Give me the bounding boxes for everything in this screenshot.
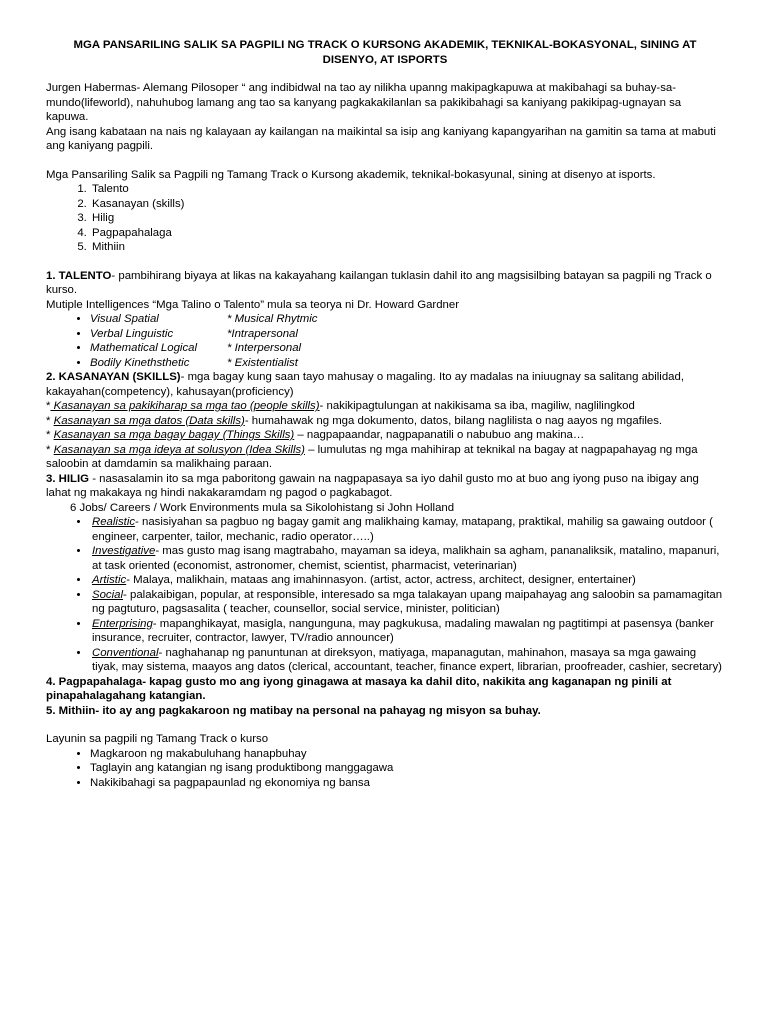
- type-name: Artistic: [92, 574, 127, 586]
- holland-types-list: [46, 515, 724, 675]
- intelligence-name: Verbal Linguistic: [90, 327, 174, 340]
- talento-text: - pambihirang biyaya at likas na kakayahang kailangan tuklasin dahil ito ang magsisilbing batayan sa pagpili ng Track o kurso.: [46, 269, 712, 296]
- list-item: • Taglayin ang katangian ng isang produktibong manggagawa: [90, 761, 724, 776]
- intelligence-name: * Interpersonal: [227, 342, 302, 354]
- bullet-star: *: [46, 443, 54, 456]
- mithiin-section: 5. Mithiin- ito ay ang pagkakaroon ng matibay na personal na pahayag ng misyon sa buhay.: [46, 704, 541, 717]
- skill-desc: - nakikipagtulungan at nakikisama sa iba, magiliw, naglilingkod: [319, 400, 635, 412]
- type-name: Conventional: [92, 646, 159, 659]
- skill-people: [46, 399, 724, 414]
- intelligences-list: [46, 312, 724, 370]
- factors-list: [46, 182, 724, 255]
- layunin-list: [46, 747, 724, 791]
- skill-desc: – nagpapaandar, nagpapanatili o nabubuo ang makina…: [294, 429, 585, 441]
- skill-name: Kasanayan sa pakikiharap sa mga tao (people skills): [50, 400, 320, 412]
- list-item: [90, 544, 724, 573]
- list-item: [90, 646, 724, 675]
- bullet-star: *: [46, 414, 54, 427]
- bullet-star: *: [46, 400, 51, 412]
- intro-paragraph-habermas: Jurgen Habermas- Alemang Pilosoper “ ang indibidwal na tao ay nilikha upanng makipagkapuwa at makibahagi sa buhay-sa-mundo(lifeworld), nahuhubog lamang ang tao sa kanyang pagkakakilanlan sa pakikibahagi sa kaniyang pakikipag-ugnayan sa kapuwa.: [46, 82, 682, 123]
- list-item: • Nakikibahagi sa pagpapaunlad ng ekonomiya ng bansa: [90, 776, 724, 791]
- skill-name: Kasanayan sa mga bagay bagay (Things Skills): [53, 429, 295, 441]
- skill-data: [46, 414, 724, 429]
- intelligence-name: * Musical Rhytmic: [227, 313, 318, 325]
- type-name: Enterprising: [92, 617, 153, 630]
- list-item: 5. Mithiin: [90, 240, 724, 255]
- type-desc: - palakaibigan, popular, at responsible, interesado sa mga talakayan upang maipahayag ang saloobin sa pamamagitan ng pagtuturo, pagsasalita ( teacher, counsellor, social service, minister, politician): [92, 588, 723, 615]
- type-desc: - Malaya, malikhain, mataas ang imahinnasyon. (artist, actor, actress, architect, designer, entertainer): [126, 574, 636, 586]
- intelligence-name: *Intrapersonal: [227, 327, 298, 340]
- intelligence-name: Bodily Kinethsthetic: [90, 356, 190, 369]
- intro-paragraph-kabataan: Ang isang kabataan na nais ng kalayaan ay kailangan na maikintal sa isip ang kaniyang kapangyarihan na gamitin sa tama at mabuti ang kaniyang pagpili.: [46, 125, 716, 152]
- hilig-text: - nasasalamin ito sa mga paboritong gawain na nagpapasaya sa iyo dahil gusto mo at buo ang iyong puso na ibigay ang lahat ng makakaya ng hindi nakakaramdam ng pagod o pagkabagot.: [46, 472, 699, 499]
- spacer: [46, 718, 724, 732]
- list-item: [90, 356, 724, 371]
- type-name: Investigative: [92, 545, 156, 557]
- kasanayan-text: - mga bagay kung saan tayo mahusay o magaling. Ito ay madalas na iniuugnay sa salitang abilidad, kakayahan(competency), kahusayan(proficiency): [46, 371, 685, 398]
- skill-name: Kasanayan sa mga datos (Data skills): [53, 414, 245, 427]
- hilig-label: 3. HILIG: [46, 472, 90, 485]
- list-item: • Magkaroon ng makabuluhang hanapbuhay: [90, 747, 724, 762]
- list-item: 1. Talento: [90, 182, 724, 197]
- list-item: [90, 573, 724, 588]
- list-item: [90, 312, 724, 327]
- spacer: [46, 154, 724, 168]
- pagpapahalaga-section: 4. Pagpapahalaga- kapag gusto mo ang iyong ginagawa at masaya ka dahil dito, nakikita ang kaganapan ng pinili at pinapahalagahang katangian.: [46, 675, 672, 702]
- intelligence-name: Visual Spatial: [90, 313, 159, 325]
- type-name: Social: [92, 588, 124, 601]
- list-item: [90, 327, 724, 342]
- skill-ideas: [46, 443, 724, 472]
- multiple-intelligences-heading: Mutiple Intelligences “Mga Talino o Talento” mula sa teorya ni Dr. Howard Gardner: [46, 298, 460, 311]
- hilig-section: [46, 472, 724, 501]
- spacer: [46, 255, 724, 269]
- bullet-star: *: [46, 429, 54, 441]
- list-item: [90, 588, 724, 617]
- document-title: MGA PANSARILING SALIK SA PAGPILI NG TRACK O KURSONG AKADEMIK, TEKNIKAL-BOKASYONAL, SINING AT DISENYO, AT ISPORTS: [73, 39, 697, 66]
- type-desc: - naghahanap ng panuntunan at direksyon, matiyaga, mapanagutan, mahinahon, masaya sa mga gawaing tiyak, may sistema, maayos ang datos (clerical, accountant, teacher, finance expert, librarian, proofreader, cashier, secretary): [92, 646, 722, 673]
- layunin-heading: Layunin sa pagpili ng Tamang Track o kurso: [46, 733, 269, 745]
- intelligence-name: * Existentialist: [227, 356, 298, 369]
- factors-heading: Mga Pansariling Salik sa Pagpili ng Tamang Track o Kursong akademik, teknikal-bokasyunal, sining at disenyo at isports.: [46, 168, 656, 181]
- list-item: 3. Hilig: [90, 211, 724, 226]
- kasanayan-section: [46, 370, 724, 399]
- skill-name: Kasanayan sa mga ideya at solusyon (Idea Skills): [53, 443, 305, 456]
- skill-desc: – lumulutas ng mga mahihirap at teknikal na bagay at nagpapahayag ng mga saloobin at damdamin sa malikhaing paraan.: [46, 443, 698, 470]
- type-desc: - nasisiyahan sa pagbuo ng bagay gamit ang malikhaing kamay, matapang, praktikal, mahilig sa gawaing outdoor ( engineer, carpenter, tailor, mechanic, radio operator…..): [92, 516, 713, 543]
- talento-label: 1. TALENTO: [46, 269, 112, 282]
- type-desc: - mapanghikayat, masigla, nangunguna, may pagkukusa, madaling mawalan ng pagtitimpi at pasensya (banker insurance, recruiter, contractor, lawyer, TV/radio announcer): [92, 617, 714, 644]
- skill-desc: - humahawak ng mga dokumento, datos, bilang naglilista o nag aayos ng mgafiles.: [244, 414, 663, 427]
- type-desc: - mas gusto mag isang magtrabaho, mayaman sa ideya, malikhain sa agham, pananaliksik, matalino, mapanuri, at task oriented (economist, astronomer, chemist, scientist, pharmacist, veterinarian): [92, 545, 720, 572]
- intelligence-name: Mathematical Logical: [90, 342, 197, 354]
- list-item: [90, 341, 724, 356]
- skill-things: [46, 428, 724, 443]
- kasanayan-label: 2. KASANAYAN (SKILLS): [46, 371, 181, 383]
- talento-section: [46, 269, 724, 298]
- list-item: 2. Kasanayan (skills): [90, 197, 724, 212]
- list-item: 4. Pagpapahalaga: [90, 226, 724, 241]
- list-item: [90, 617, 724, 646]
- type-name: Realistic: [92, 516, 136, 528]
- list-item: [90, 515, 724, 544]
- holland-heading: 6 Jobs/ Careers / Work Environments mula sa Sikolohistang si John Holland: [70, 501, 455, 514]
